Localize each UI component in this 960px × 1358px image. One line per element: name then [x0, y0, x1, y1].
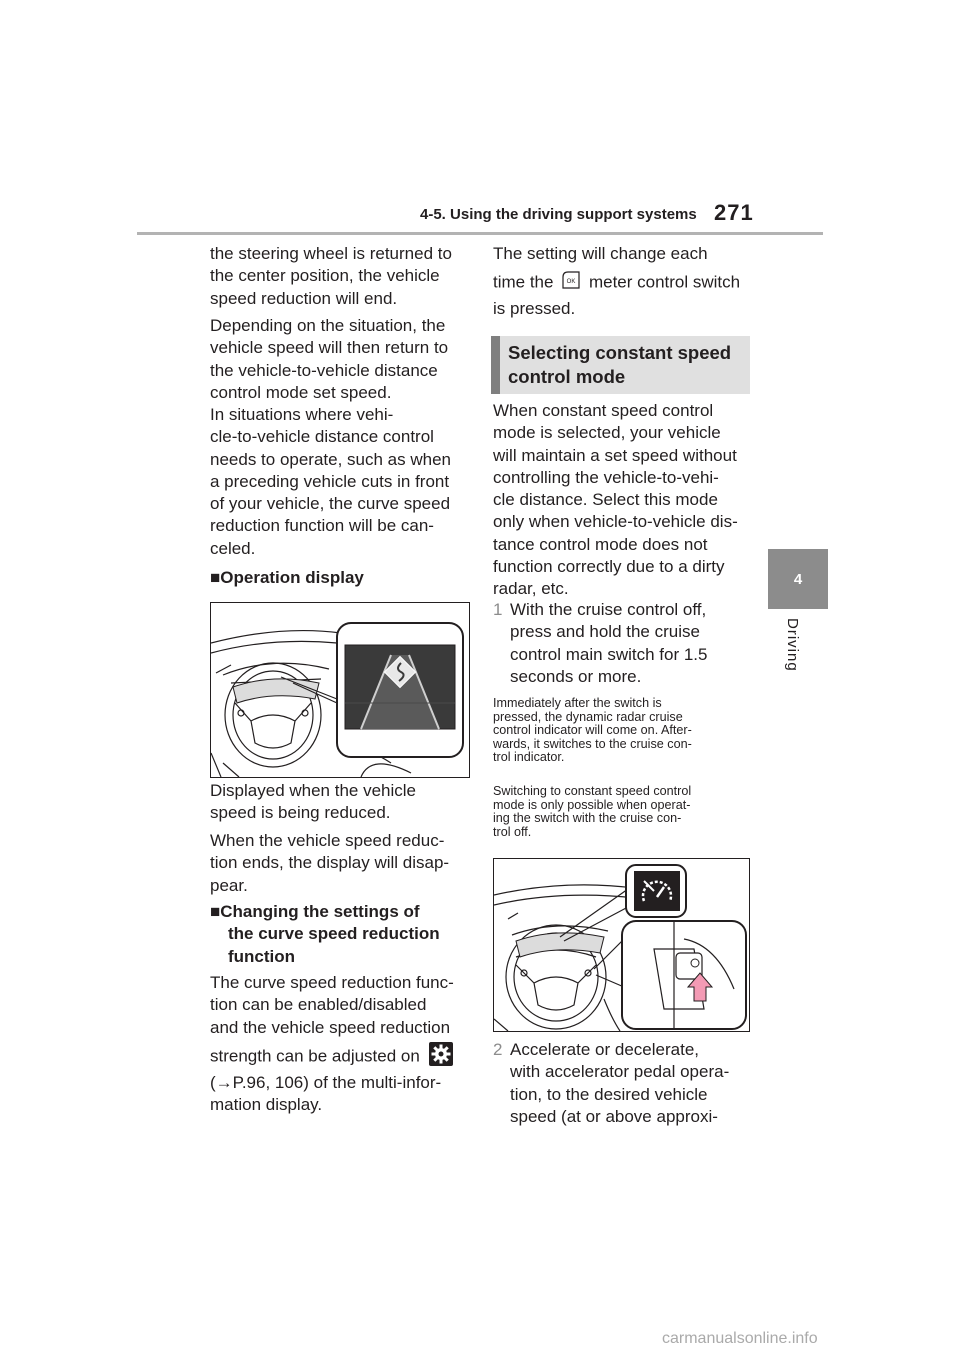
chapter-label: Driving — [784, 618, 801, 672]
text-line: ■Changing the settings of — [210, 902, 420, 921]
section-title: 4-5. Using the driving support systems — [420, 206, 697, 223]
text-line: When the vehicle speed reduc- — [210, 831, 445, 850]
text-line: control indicator will come on. After- — [493, 723, 692, 738]
text-line: Switching to constant speed control — [493, 784, 692, 798]
text-line: celed. — [210, 538, 256, 558]
section-heading-constant-speed — [491, 336, 750, 394]
text-line: needs to operate, such as when — [210, 449, 451, 469]
text-line: pressed, the dynamic radar cruise — [493, 709, 683, 724]
text-line: When constant speed control — [493, 401, 714, 420]
right-para-1 — [493, 243, 755, 320]
text-line: seconds or more. — [510, 666, 642, 686]
text-line: speed (at or above approxi- — [510, 1106, 718, 1126]
text-line: with accelerator pedal opera- — [510, 1062, 730, 1082]
text-line: The curve speed reduction func- — [210, 973, 454, 992]
cruise-switch-illustration — [494, 859, 749, 1031]
text-line: of your vehicle, the curve speed — [210, 494, 451, 514]
changing-settings-heading — [210, 901, 470, 968]
text-line: speed is being reduced. — [210, 803, 391, 823]
text-line: the center position, the vehicle — [210, 266, 440, 286]
text-line: Selecting constant speed — [508, 342, 732, 363]
text-line: function correctly due to a dirty — [493, 557, 725, 577]
left-para-3 — [210, 404, 470, 560]
text-line: only when vehicle-to-vehicle dis- — [493, 512, 738, 532]
cruise-switch-figure — [493, 858, 750, 1032]
text-line: control mode — [508, 366, 626, 387]
left-para-6 — [210, 972, 472, 1117]
text-line: vehicle speed will then return to — [210, 338, 449, 358]
text-line: controlling the vehicle-to-vehi- — [493, 467, 719, 487]
text-line: strength can be adjusted on — [210, 1046, 420, 1066]
text-line: and the vehicle speed reduction — [210, 1017, 451, 1037]
text-line: ing the switch with the cruise con- — [493, 811, 682, 826]
step-1 — [493, 599, 755, 688]
text-line: the steering wheel is returned to — [210, 244, 452, 263]
text-line: trol off. — [493, 824, 532, 839]
page-number: 271 — [714, 200, 754, 225]
watermark: carmanualsonline.info — [662, 1330, 818, 1347]
text-line: speed reduction will end. — [210, 288, 398, 308]
text-line: time the — [493, 272, 554, 292]
text-line: wards, it switches to the cruise con- — [493, 736, 692, 751]
left-para-5 — [210, 830, 470, 897]
step-number: 1 — [493, 600, 503, 619]
left-para-1 — [210, 243, 470, 310]
text-line: tion, to the desired vehicle — [510, 1084, 708, 1104]
text-line: tion can be enabled/disabled — [210, 995, 427, 1015]
step-2 — [493, 1039, 755, 1128]
gear-icon — [429, 1042, 453, 1072]
text-line: Immediately after the switch is — [493, 696, 662, 710]
text-line: pear. — [210, 875, 248, 895]
text-line: Depending on the situation, the — [210, 316, 446, 335]
text-line: control mode set speed. — [210, 382, 392, 402]
note-2 — [493, 785, 755, 839]
text-line: cle distance. Select this mode — [493, 490, 718, 510]
chapter-number: 4 — [793, 570, 803, 588]
page-reference: P.96, 106) of the multi-infor- — [232, 1073, 442, 1093]
text-line: the curve speed reduction — [228, 924, 440, 944]
text-line: will maintain a set speed without — [493, 445, 737, 465]
text-line: the vehicle-to-vehicle distance — [210, 360, 438, 380]
ok-label: OK — [566, 279, 576, 286]
header-rule — [137, 232, 823, 235]
right-para-3 — [493, 400, 755, 601]
reference-arrow: → — [215, 1073, 233, 1093]
text-line: mation display. — [210, 1095, 323, 1115]
text-line: tance control mode does not — [493, 534, 708, 554]
text-line: tion ends, the display will disap- — [210, 853, 450, 873]
text-line: is pressed. — [493, 298, 576, 318]
text-line: reduction function will be can- — [210, 516, 434, 536]
operation-display-heading: ■Operation display — [210, 568, 364, 587]
text-line: a preceding vehicle cuts in front — [210, 471, 450, 491]
text-line: Displayed when the vehicle — [210, 781, 417, 800]
text-line: press and hold the cruise — [510, 622, 700, 642]
text-line: In situations where vehi- — [210, 405, 394, 424]
text-line: meter control switch — [588, 272, 741, 292]
ok-switch-icon — [560, 269, 582, 297]
text-line: radar, etc. — [493, 579, 569, 599]
chapter-tab — [768, 549, 828, 609]
text-line: control main switch for 1.5 — [510, 644, 708, 664]
step-number: 2 — [493, 1040, 503, 1059]
note-1 — [493, 697, 755, 765]
text-line: Accelerate or decelerate, — [510, 1040, 699, 1059]
text-line: mode is selected, your vehicle — [493, 423, 721, 443]
text-line: trol indicator. — [493, 750, 565, 765]
text-line: cle-to-vehicle distance control — [210, 427, 434, 447]
left-para-2 — [210, 315, 470, 404]
text-line: mode is only possible when operat- — [493, 797, 691, 812]
text-open-paren: ( — [210, 1073, 216, 1093]
operation-display-figure — [210, 602, 470, 778]
text-line: With the cruise control off, — [510, 600, 707, 619]
text-line: function — [228, 946, 296, 966]
text-line: The setting will change each — [493, 244, 708, 263]
dashboard-illustration — [211, 603, 469, 777]
left-para-4 — [210, 780, 470, 825]
